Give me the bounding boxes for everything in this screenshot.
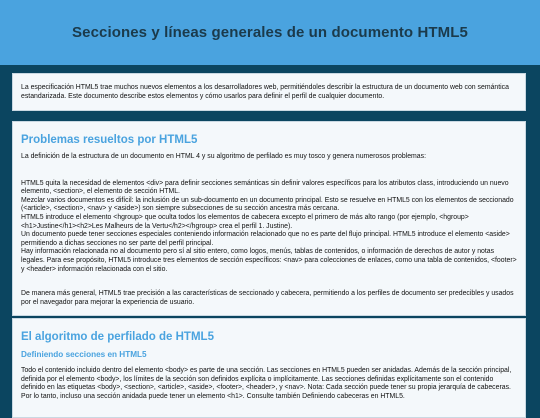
problems-conclusion-text: De manera más general, HTML5 trae precisión a las características de seccionado y cabecera, permitiendo a los perfiles de documento ser predecibles y usados por el navegador para mejorar la experiencia de usuario.	[21, 290, 514, 306]
section-algorithm-title: El algoritmo de perfilado de HTML5	[21, 331, 214, 343]
problems-paragraph: Hay información relacionada no al documento pero sí al sitio entero, como logos, menús, tablas de contenidos, o información de derechos de autor y notas legales. Para ese propósito, HTML5 introduce tres elementos de sección específicos: <nav> para colecciones de enlaces, como una tabla de contenidos, <footer> y <header> información relacionada con el sitio.	[21, 248, 517, 273]
page-title: Secciones y líneas generales de un documento HTML5	[72, 24, 468, 41]
page-header	[0, 0, 540, 65]
spacer	[21, 274, 517, 290]
problems-paragraph: Un documento puede tener secciones especiales conteniendo información relacionado que no es parte del flujo principal. HTML5 introduce el elemento <aside> permitiendo a dichas secciones no ser parte del perfil principal.	[21, 231, 510, 247]
section-algorithm	[12, 318, 526, 418]
section-problems-title: Problemas resueltos por HTML5	[21, 134, 198, 146]
problems-paragraph: HTML5 quita la necesidad de elementos <div> para definir secciones semánticas sin definir valores específicos para los atributos class, introduciendo un nuevo elemento, <section>, el elemento de sección HTML.	[21, 179, 509, 196]
intro-box	[12, 73, 526, 111]
algorithm-paragraph: Todo el contenido incluido dentro del elemento <body> es parte de una sección. Las secciones en HTML5 pueden ser anidadas. Además de la sección principal, definida por el elemento <body>, los límites de la sección son definidos explícita o implícitamente. Las secciones definidas explícitamente son el contenido definido en las etiquetas <body>, <section>, <article>, <aside>, <footer>, <header>, y <nav>. Nota: Cada sección puede tener su propia jerarquía de cabeceras. Por lo tanto, incluso una sección anidada puede tener un elemento <h1>. Consulte también Definiendo cabeceras en HTML5.	[21, 367, 512, 400]
problems-paragraph: Mezclar varios documentos es difícil: la inclusión de un sub-documento en un documento principal. Esto se resuelve en HTML5 con los elementos de seccionado (<article>, <section>, <nav> y <aside>) son siempre subsecciones de su sección ancestra más cercana.	[21, 196, 514, 213]
problems-intro-text: La definición de la estructura de un documento en HTML 4 y su algoritmo de perfilado es muy tosco y genera numerosos problemas:	[21, 153, 426, 160]
section-problems	[12, 121, 526, 316]
intro-text: La especificación HTML5 trae muchos nuevos elementos a los desarrolladores web, permitiéndoles describir la estructura de un documento web con semántica estandarizada. Este documento describe estos elementos y cómo usarlos para definir el perfil de cualquier documento.	[21, 84, 509, 100]
section-algorithm-subtitle: Definiendo secciones en HTML5	[21, 350, 147, 359]
problems-paragraph: HTML5 introduce el elemento <hgroup> que oculta todos los elementos de cabecera excepto el primero de más alto rango (por ejemplo, <hgroup><h1>Justine</h1><h2>Les Malheurs de la Vertu</h2></hgroup> crea el perfil 1. Justine).	[21, 213, 469, 230]
spacer	[21, 162, 517, 180]
